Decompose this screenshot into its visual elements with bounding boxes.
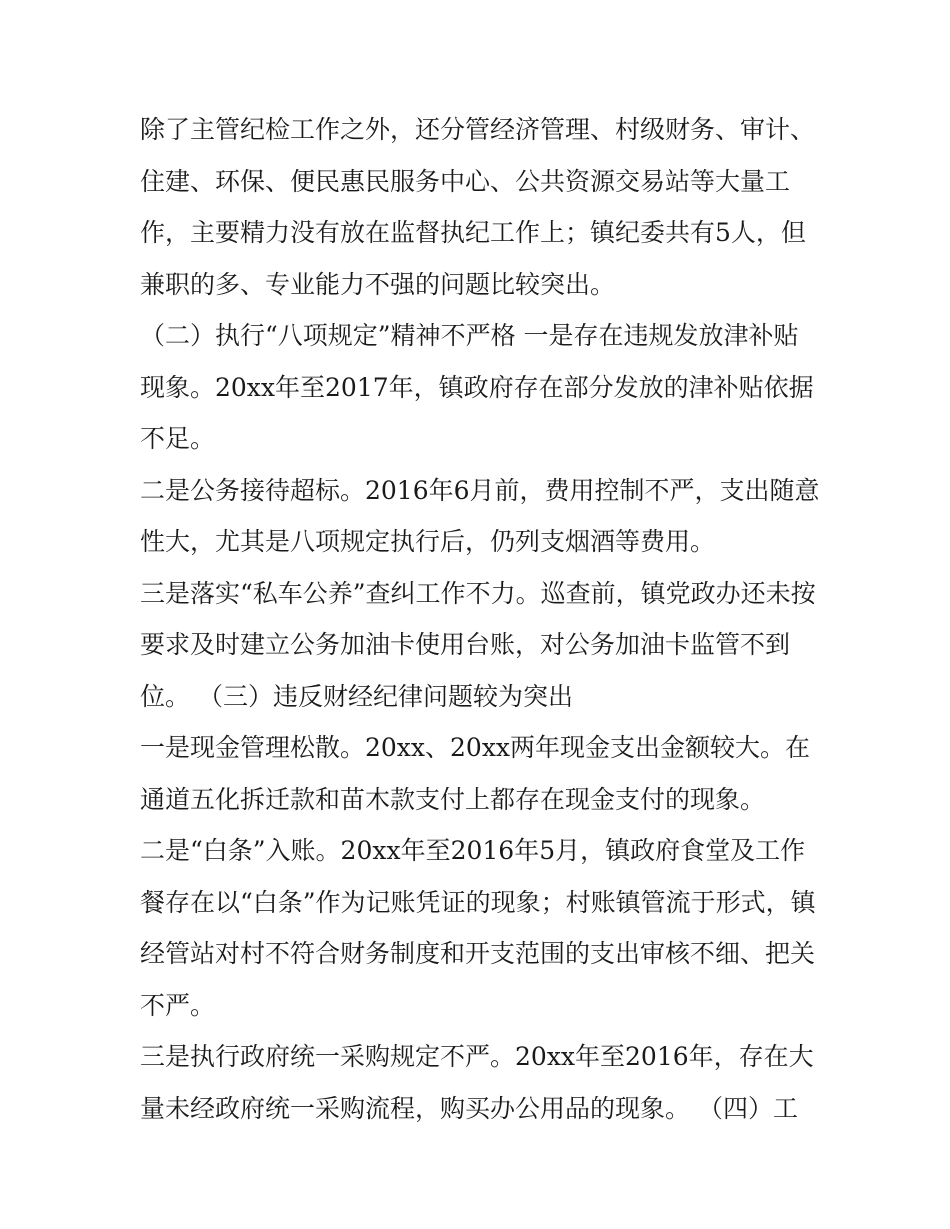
section-heading-line: 量未经政府统一采购流程，购买办公用品的现象。 （四）工 — [140, 1093, 798, 1123]
text-line: 二是“白条”入账。20xx年至2016年5月，镇政府食堂及工作 — [140, 836, 806, 865]
text-line: 作，主要精力没有放在监督执纪工作上；镇纪委共有5人，但 — [140, 218, 806, 247]
text-line: 不严。 — [140, 990, 216, 1020]
text-line: 餐存在以“白条”作为记账凭证的现象；村账镇管流于形式，镇 — [140, 887, 816, 917]
text-line: 除了主管纪检工作之外，还分管经济管理、村级财务、审计、 — [140, 115, 816, 144]
text-line: 兼职的多、专业能力不强的问题比较突出。 — [140, 269, 616, 299]
text-line: 二是公务接待超标。2016年6月前，费用控制不严，支出随意 — [140, 475, 820, 505]
text-line: 三是落实“私车公养”查纠工作不力。巡查前，镇党政办还未按 — [140, 578, 816, 608]
section-heading-line: 位。 （三）违反财经纪律问题较为突出 — [140, 681, 573, 711]
section-heading-line: （二）执行“八项规定”精神不严格 一是存在违规发放津补贴 — [140, 321, 799, 350]
text-line: 三是执行政府统一采购规定不严。20xx年至2016年，存在大 — [140, 1042, 814, 1071]
text-line: 经管站对村不符合财务制度和开支范围的支出审核不细、把关 — [140, 939, 816, 968]
text-line: 现象。20xx年至2017年，镇政府存在部分发放的津补贴依据 — [140, 372, 814, 402]
text-line: 一是现金管理松散。20xx、20xx两年现金支出金额较大。在 — [140, 733, 811, 762]
text-line: 不足。 — [140, 424, 216, 453]
body-text — [140, 104, 830, 1134]
text-line: 住建、环保、便民惠民服务中心、公共资源交易站等大量工 — [140, 166, 791, 196]
text-line: 要求及时建立公务加油卡使用台账，对公务加油卡监管不到 — [140, 630, 791, 659]
text-line: 通道五化拆迁款和苗木款支付上都存在现金支付的现象。 — [140, 784, 766, 814]
text-line: 性大，尤其是八项规定执行后，仍列支烟酒等费用。 — [140, 527, 716, 556]
